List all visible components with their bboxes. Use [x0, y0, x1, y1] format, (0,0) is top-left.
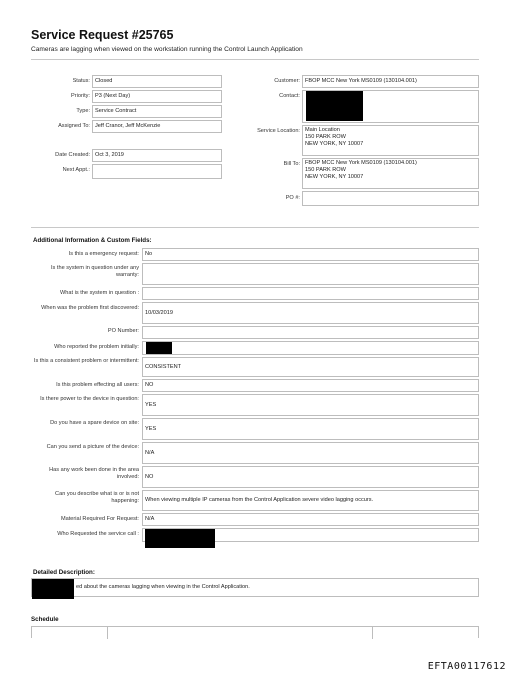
consistent-label: Is this a consistent problem or intermittent: — [33, 358, 139, 364]
work-done-label: Has any work been done in the area involved: — [49, 467, 139, 481]
service-location-line: 150 PARK ROW — [305, 134, 346, 140]
section-divider — [31, 227, 479, 228]
service-location-line: Main Location — [305, 127, 340, 133]
service-location-label: Service Location: — [257, 128, 300, 134]
first-discovered-value: 10/03/2019 — [142, 302, 479, 324]
assigned-label: Assigned To: — [58, 123, 90, 129]
spare-device-value: YES — [142, 418, 479, 440]
reported-by-value — [142, 341, 479, 355]
detailed-description-text: ed about the cameras lagging when viewing in the Control Application. — [76, 584, 250, 590]
power-label: Is there power to the device in question: — [40, 396, 139, 402]
requested-by-label: Who Requested the service call : — [57, 531, 139, 537]
all-users-label: Is this problem effecting all users: — [56, 382, 139, 388]
po-number-label: PO Number: — [107, 328, 139, 334]
customer-label: Customer: — [274, 78, 300, 84]
warranty-value — [142, 263, 479, 285]
system-value — [142, 287, 479, 300]
bill-to-line: 150 PARK ROW — [305, 167, 346, 173]
schedule-table — [31, 626, 479, 638]
consistent-value: CONSISTENT — [142, 357, 479, 377]
emergency-label: Is this a emergency request: — [68, 251, 139, 257]
redaction-block — [146, 342, 172, 354]
customer-value: FBOP MCC New York MS0109 (130104.001) — [302, 75, 479, 88]
description-label: Can you describe what is or is not happening: — [55, 491, 139, 505]
emergency-value: No — [142, 248, 479, 261]
warranty-label: Is the system in question under any warranty: — [51, 265, 139, 279]
schedule-column-divider — [372, 627, 373, 639]
priority-value: P3 (Next Day) — [92, 90, 222, 103]
type-value: Service Contract — [92, 105, 222, 118]
po-value — [302, 191, 479, 206]
description-value: When viewing multiple IP cameras from the Control Application severe video lagging occurs. — [142, 490, 479, 511]
status-value: Closed — [92, 75, 222, 88]
reported-by-label: Who reported the problem initially: — [54, 344, 139, 350]
schedule-heading: Schedule — [31, 616, 59, 623]
redaction-block — [32, 579, 74, 599]
contact-label: Contact: — [279, 93, 300, 99]
request-summary: Cameras are lagging when viewed on the workstation running the Control Launch Application — [31, 46, 303, 53]
power-value: YES — [142, 394, 479, 416]
po-label: PO #: — [285, 195, 300, 201]
po-number-value — [142, 326, 479, 339]
page-title: Service Request #25765 — [31, 28, 174, 42]
bill-to-label: Bill To: — [283, 161, 300, 167]
next-appt-label: Next Appt.: — [62, 167, 90, 173]
bill-to-value — [302, 158, 479, 189]
bill-to-line: FBOP MCC New York MS0109 (130104.001) — [305, 160, 417, 166]
picture-value: N/A — [142, 442, 479, 464]
priority-label: Priority: — [71, 93, 90, 99]
spare-device-label: Do you have a spare device on site: — [50, 420, 139, 426]
status-label: Status: — [72, 78, 90, 84]
type-label: Type: — [76, 108, 90, 114]
next-appt-value — [92, 164, 222, 179]
service-location-line: NEW YORK, NY 10007 — [305, 141, 364, 147]
assigned-value: Jeff Cranor, Jeff McKenzie — [92, 120, 222, 133]
work-done-value: NO — [142, 466, 479, 488]
additional-info-heading: Additional Information & Custom Fields: — [33, 237, 152, 244]
all-users-value: NO — [142, 379, 479, 392]
document-id-stamp: EFTA00117612 — [427, 661, 506, 672]
bill-to-line: NEW YORK, NY 10007 — [305, 174, 364, 180]
detailed-description-heading: Detailed Description: — [33, 569, 95, 576]
material-value: N/A — [142, 513, 479, 526]
material-label: Material Required For Request: — [60, 516, 139, 522]
redaction-block — [145, 529, 215, 548]
schedule-column-divider — [107, 627, 108, 639]
header-divider — [31, 59, 479, 60]
date-created-label: Date Created: — [55, 152, 90, 158]
service-location-value — [302, 125, 479, 156]
system-label: What is the system in question : — [60, 290, 139, 296]
picture-label: Can you send a picture of the device: — [46, 444, 139, 450]
date-created-value: Oct 3, 2019 — [92, 149, 222, 162]
redaction-block — [306, 91, 363, 121]
detailed-description-box — [31, 578, 479, 597]
first-discovered-label: When was the problem first discovered: — [41, 305, 139, 311]
